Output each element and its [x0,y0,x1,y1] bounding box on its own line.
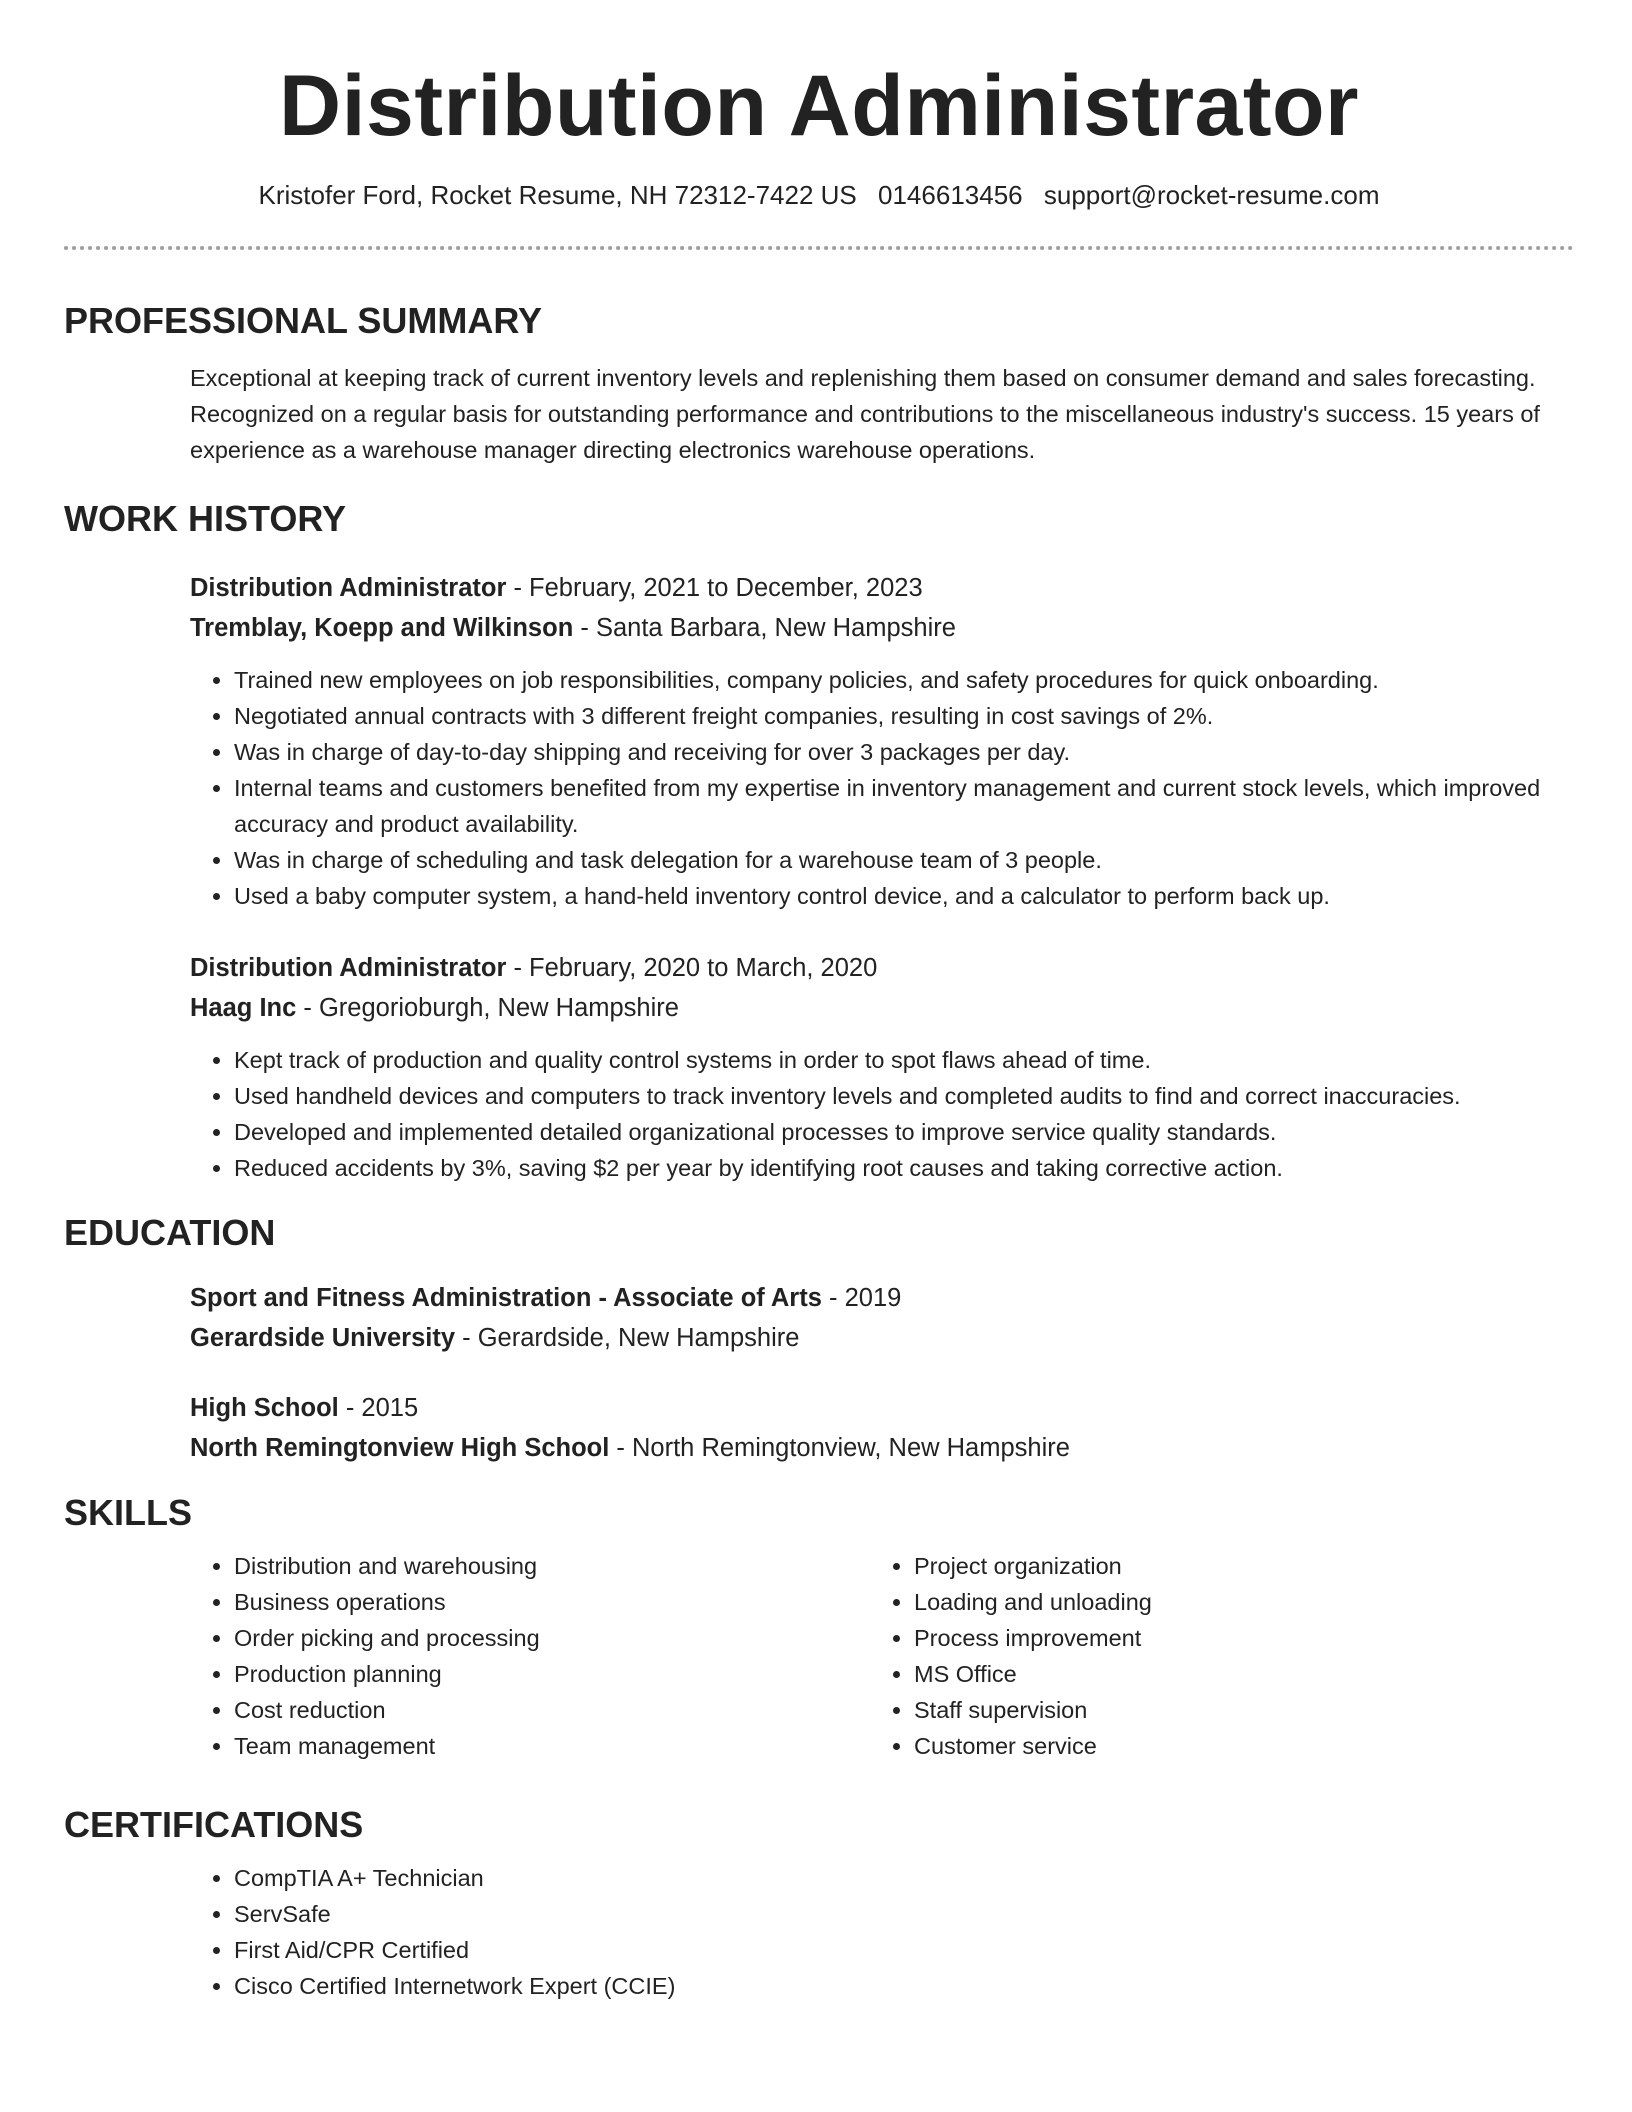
job-bullets [190,662,1574,914]
skill-item: • MS Office [914,1656,1550,1692]
job-bullet: • Used a baby computer system, a hand-held inventory control device, and a calculator to perform back up. [234,878,1574,914]
job-dates: - February, 2021 to December, 2023 [506,574,923,602]
job-company: Haag Inc [190,994,297,1022]
certification-item: • Cisco Certified Internetwork Expert (CCIE) [234,1968,1574,2004]
education-school-line [190,1428,1574,1468]
education-entry [190,1278,1574,1358]
education-list [64,1278,1574,1468]
job-bullet: • Was in charge of scheduling and task delegation for a warehouse team of 3 people. [234,842,1574,878]
education-year: - 2019 [821,1284,902,1312]
education-year: - 2015 [338,1394,419,1422]
certification-item: • CompTIA A+ Technician [234,1860,1574,1896]
skill-item: • Cost reduction [234,1692,870,1728]
skills-columns [190,1548,1574,1764]
skill-item: • Business operations [234,1584,870,1620]
skill-item: • Project organization [914,1548,1550,1584]
skill-item: • Team management [234,1728,870,1764]
skill-item: • Loading and unloading [914,1584,1550,1620]
job-location: - Santa Barbara, New Hampshire [573,614,956,642]
job-company-line [190,988,1574,1028]
job-bullet: • Reduced accidents by 3%, saving $2 per year by identifying root causes and taking corrective action. [234,1150,1574,1186]
job-title-line [190,568,1574,608]
education-school: Gerardside University [190,1324,456,1352]
resume-title: Distribution Administrator [278,58,1360,154]
resume-page [64,0,1574,2004]
job-bullets [190,1042,1574,1186]
education-location: - North Remingtonview, New Hampshire [609,1434,1070,1462]
job-position: Distribution Administrator [190,574,507,602]
job-bullet: • Kept track of production and quality control systems in order to spot flaws ahead of time. [234,1042,1574,1078]
skill-item: • Order picking and processing [234,1620,870,1656]
work-history-list [64,568,1574,1186]
job-position: Distribution Administrator [190,954,507,982]
summary-heading: PROFESSIONAL SUMMARY [64,300,543,341]
job-entry [190,948,1574,1186]
skill-item: • Process improvement [914,1620,1550,1656]
job-bullet: • Used handheld devices and computers to track inventory levels and completed audits to find and correct inaccuracies. [234,1078,1574,1114]
skill-item: • Production planning [234,1656,870,1692]
skills-right-column [870,1548,1550,1764]
skills-section [64,1548,1574,1764]
job-bullet: • Internal teams and customers benefited from my expertise in inventory management and current stock levels, which improved accuracy and product availability. [234,770,1574,842]
certification-item: • First Aid/CPR Certified [234,1932,1574,1968]
skill-item: • Distribution and warehousing [234,1548,870,1584]
job-location: - Gregorioburgh, New Hampshire [296,994,679,1022]
education-degree: High School [190,1394,339,1422]
education-school: North Remingtonview High School [190,1434,610,1462]
summary-text: Exceptional at keeping track of current inventory levels and replenishing them based on consumer demand and sales forecasting. Recognized on a regular basis for outstanding performance and contributions to the miscellaneous industry's success. 15 years of experience as a warehouse manager directing electronics warehouse operations. [190,365,1540,463]
education-heading: EDUCATION [64,1212,276,1253]
education-degree-line [190,1388,1574,1428]
education-location: - Gerardside, New Hampshire [455,1324,800,1352]
certification-item: • ServSafe [234,1896,1574,1932]
contact-phone: 0146613456 [878,180,1023,210]
certifications-heading: CERTIFICATIONS [64,1804,364,1845]
job-title-line [190,948,1574,988]
job-dates: - February, 2020 to March, 2020 [506,954,878,982]
skills-heading: SKILLS [64,1492,193,1533]
job-entry [190,568,1574,914]
skill-item: • Staff supervision [914,1692,1550,1728]
education-degree-line [190,1278,1574,1318]
job-bullet: • Trained new employees on job responsibilities, company policies, and safety procedures for quick onboarding. [234,662,1574,698]
education-school-line [190,1318,1574,1358]
contact-line [64,178,1574,212]
certifications-list [190,1860,1574,2004]
job-bullet: • Developed and implemented detailed organizational processes to improve service quality standards. [234,1114,1574,1150]
job-company-line [190,608,1574,648]
education-entry [190,1388,1574,1468]
work-history-heading: WORK HISTORY [64,498,347,539]
header-divider [64,246,1574,250]
job-company: Tremblay, Koepp and Wilkinson [190,614,574,642]
education-degree: Sport and Fitness Administration - Associate of Arts [190,1284,822,1312]
skill-item: • Customer service [914,1728,1550,1764]
job-bullet: • Negotiated annual contracts with 3 different freight companies, resulting in cost savings of 2%. [234,698,1574,734]
skills-left-column [190,1548,870,1764]
contact-address: Kristofer Ford, Rocket Resume, NH 72312-7422 US [258,180,857,210]
contact-email: support@rocket-resume.com [1043,180,1380,210]
job-bullet: • Was in charge of day-to-day shipping and receiving for over 3 packages per day. [234,734,1574,770]
certifications-section [64,1860,1574,2004]
